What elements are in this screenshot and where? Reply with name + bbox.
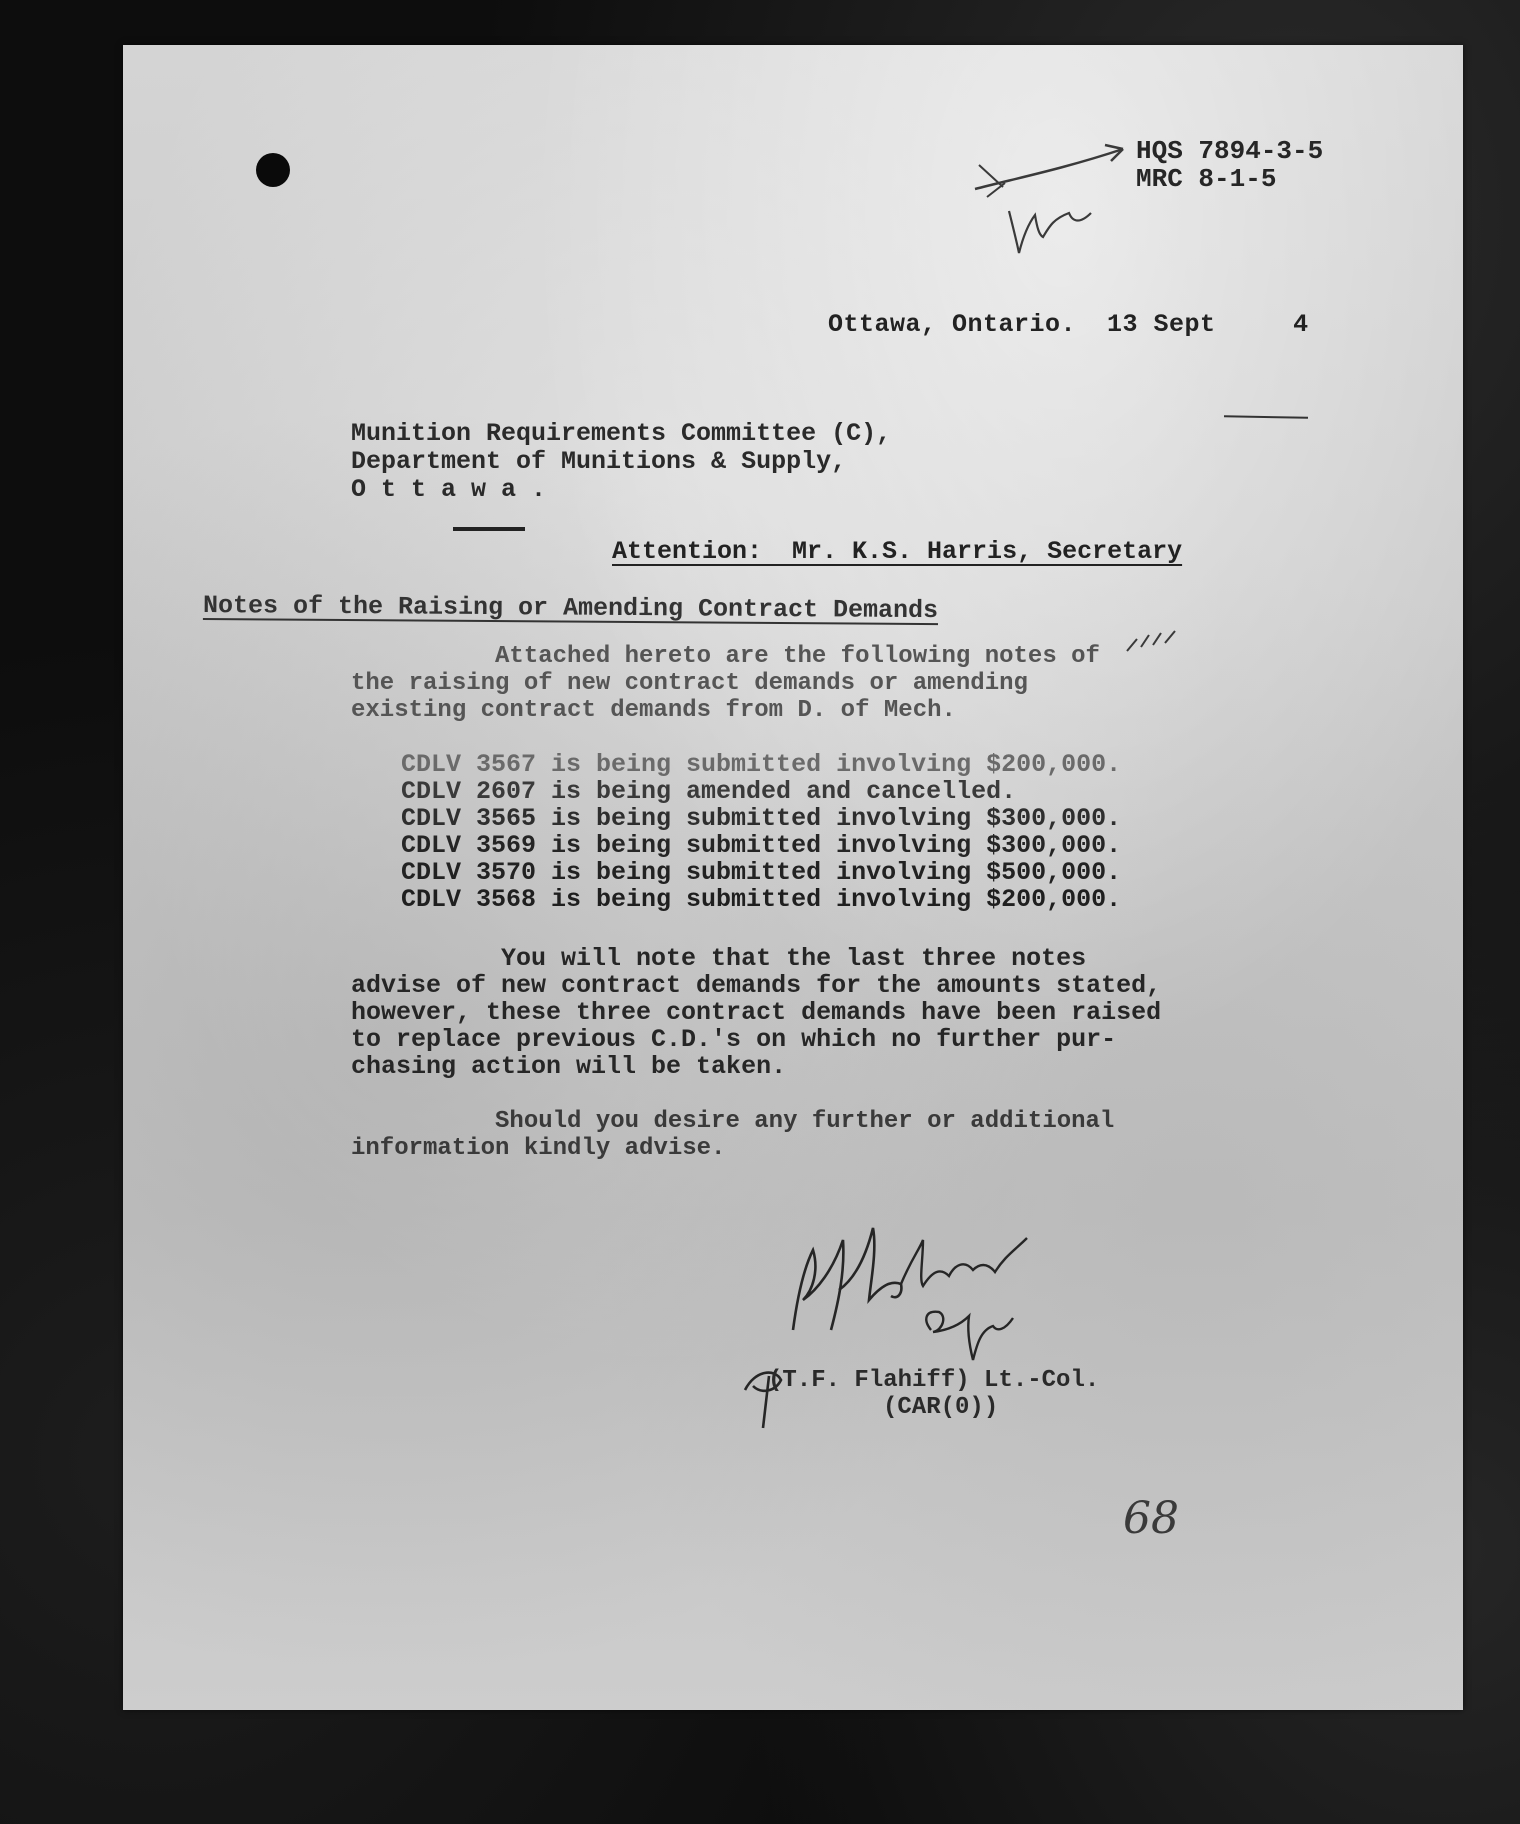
signature-block [768, 1367, 1099, 1421]
page-number: 68 [1123, 1493, 1179, 1544]
contract-demand-item: CDLV 3567 is being submitted involving $200,000. [401, 750, 1122, 779]
signature-typed-unit: (CAR(0)) [883, 1394, 999, 1421]
paragraph-closing-line-2: information kindly advise. [351, 1135, 726, 1162]
paragraph-explanation-line-4: to replace previous C.D.'s on which no further pur- [351, 1025, 1117, 1054]
paragraph-intro-line-2: the raising of new contract demands or amending [351, 670, 1028, 697]
paragraph-closing-line-1: Should you desire any further or additional [351, 1108, 1115, 1135]
contract-demand-item: CDLV 3569 is being submitted involving $300,000. [401, 831, 1122, 860]
paragraph-explanation [351, 945, 1161, 1080]
signature-typed-name: (T.F. Flahiff) Lt.-Col. [768, 1367, 1100, 1394]
attention-line: Attention: Mr. K.S. Harris, Secretary [612, 537, 1183, 566]
handwritten-arrow-mark [973, 127, 1148, 257]
paragraph-explanation-line-3: however, these three contract demands have been raised [351, 998, 1162, 1027]
handwritten-correction-mark [1123, 627, 1183, 657]
handwritten-signature [773, 1220, 1053, 1370]
document-page [123, 45, 1463, 1710]
contract-demand-item: CDLV 3570 is being submitted involving $500,000. [401, 858, 1122, 887]
paragraph-intro-line-3: existing contract demands from D. of Mech. [351, 697, 956, 724]
file-reference-mrc: MRC 8-1-5 [1136, 164, 1277, 194]
paragraph-closing [351, 1108, 1114, 1162]
paragraph-explanation-line-5: chasing action will be taken. [351, 1052, 787, 1081]
short-rule [453, 527, 525, 531]
paragraph-explanation-line-2: advise of new contract demands for the amounts stated, [351, 971, 1162, 1000]
punch-hole [256, 153, 290, 187]
dateline-underline [1224, 415, 1308, 418]
file-reference-numbers [1136, 137, 1323, 193]
contract-demand-item: CDLV 3568 is being submitted involving $200,000. [401, 885, 1122, 914]
contract-demand-list [401, 751, 1121, 913]
paragraph-intro-line-1: Attached hereto are the following notes of [351, 643, 1100, 670]
addressee-line-3: O t t a w a . [351, 475, 547, 504]
file-reference-hqs: HQS 7894-3-5 [1136, 136, 1324, 166]
contract-demand-item: CDLV 2607 is being amended and cancelled. [401, 777, 1017, 806]
dateline: Ottawa, Ontario. 13 Sept 4 [828, 310, 1309, 339]
subject-heading: Notes of the Raising or Amending Contract Demands [202, 591, 939, 626]
paragraph-intro [351, 643, 1100, 724]
addressee-line-2: Department of Munitions & Supply, [351, 447, 847, 476]
addressee-block [351, 420, 891, 504]
addressee-line-1: Munition Requirements Committee (C), [351, 419, 892, 448]
contract-demand-item: CDLV 3565 is being submitted involving $300,000. [401, 804, 1122, 833]
paragraph-explanation-line-1: You will note that the last three notes [351, 944, 1087, 973]
